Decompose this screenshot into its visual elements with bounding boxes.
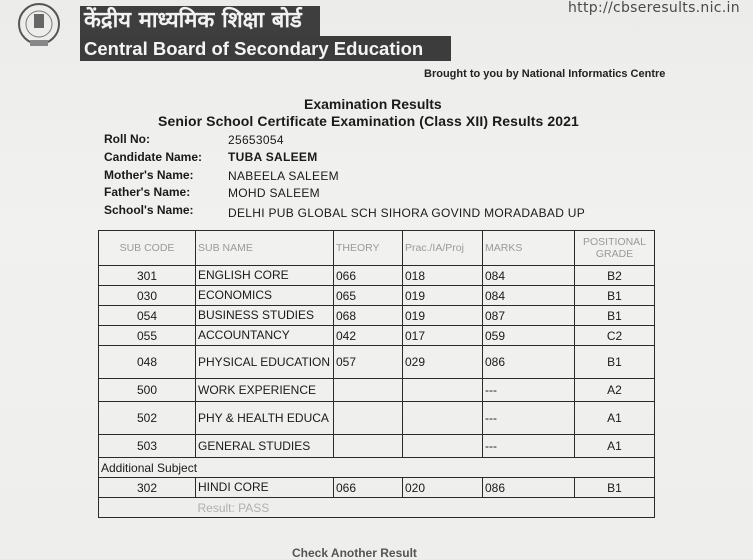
grade: A1	[575, 435, 655, 458]
theory-marks	[334, 402, 403, 435]
sub-name: PHY & HEALTH EDUCA	[196, 402, 334, 435]
roll-label: Roll No:	[104, 132, 150, 146]
theory-marks: 068	[334, 306, 403, 326]
sub-code: 030	[99, 286, 196, 306]
sub-code: 301	[99, 266, 196, 286]
grade: B1	[575, 306, 655, 326]
table-row	[99, 266, 655, 286]
theory-marks: 066	[334, 478, 403, 498]
practical-marks: 017	[403, 326, 483, 346]
mother-name-value: NABEELA SALEEM	[228, 169, 339, 183]
school-name-value: DELHI PUB GLOBAL SCH SIHORA GOVIND MORADABAD UP	[228, 206, 586, 220]
result-spacer	[99, 498, 196, 518]
theory-marks	[334, 435, 403, 458]
header-practical: Prac./IA/Proj	[403, 231, 483, 266]
table-row	[99, 402, 655, 435]
practical-marks	[403, 379, 483, 402]
total-marks: 084	[483, 266, 575, 286]
total-marks: ---	[483, 435, 575, 458]
board-title: Central Board of Secondary Education	[80, 36, 451, 61]
theory-marks: 042	[334, 326, 403, 346]
candidate-name-label: Candidate Name:	[104, 150, 203, 164]
mother-name-label: Mother's Name:	[104, 168, 194, 182]
sub-name: PHYSICAL EDUCATION	[196, 346, 334, 379]
theory-marks: 065	[334, 286, 403, 306]
sub-name: GENERAL STUDIES	[196, 435, 334, 458]
site-url: http://cbseresults.nic.in	[568, 0, 740, 16]
sub-code: 503	[99, 435, 196, 458]
sub-name: WORK EXPERIENCE	[196, 379, 334, 402]
total-marks: 086	[483, 478, 575, 498]
table-row	[99, 306, 655, 326]
theory-marks: 066	[334, 266, 403, 286]
total-marks: 084	[483, 286, 575, 306]
additional-subject-label: Additional Subject	[99, 458, 655, 478]
candidate-name-value: TUBA SALEEM	[228, 150, 318, 164]
father-name-label: Father's Name:	[104, 185, 191, 199]
grade: B2	[575, 266, 655, 286]
theory-marks	[334, 379, 403, 402]
grade: B1	[575, 286, 655, 306]
cbse-emblem-icon	[12, 2, 66, 48]
table-row	[99, 286, 655, 306]
practical-marks: 019	[403, 286, 483, 306]
sub-code: 502	[99, 402, 196, 435]
theory-marks: 057	[334, 346, 403, 379]
result-row	[99, 498, 655, 518]
sub-name: HINDI CORE	[196, 478, 334, 498]
sub-name: ACCOUNTANCY	[196, 326, 334, 346]
exam-title: Examination Results	[304, 96, 442, 112]
result-status: Result: PASS	[196, 498, 655, 518]
table-row	[99, 478, 655, 498]
grade: C2	[575, 326, 655, 346]
practical-marks	[403, 435, 483, 458]
brought-by-text: Brought to you by National Informatics Centre	[424, 68, 666, 80]
practical-marks: 029	[403, 346, 483, 379]
exam-subtitle: Senior School Certificate Examination (Class XII) Results 2021	[158, 113, 579, 129]
practical-marks: 019	[403, 306, 483, 326]
header-marks: MARKS	[483, 231, 575, 266]
marks-table	[98, 230, 655, 518]
sub-name: BUSINESS STUDIES	[196, 306, 334, 326]
table-row	[99, 346, 655, 379]
practical-marks: 018	[403, 266, 483, 286]
practical-marks	[403, 402, 483, 435]
sub-code: 302	[99, 478, 196, 498]
sub-name: ENGLISH CORE	[196, 266, 334, 286]
father-name-value: MOHD SALEEM	[228, 186, 320, 200]
total-marks: ---	[483, 379, 575, 402]
sub-name: ECONOMICS	[196, 286, 334, 306]
grade: A2	[575, 379, 655, 402]
hindi-board-title: केंद्रीय माध्यमिक शिक्षा बोर्ड	[80, 6, 320, 36]
header-sub-name: SUB NAME	[196, 231, 334, 266]
total-marks: 086	[483, 346, 575, 379]
total-marks: 059	[483, 326, 575, 346]
header-grade: POSITIONAL GRADE	[575, 231, 655, 266]
table-header-row	[99, 231, 655, 266]
header-theory: THEORY	[334, 231, 403, 266]
sub-code: 500	[99, 379, 196, 402]
grade: B1	[575, 346, 655, 379]
additional-subject-row	[99, 458, 655, 478]
check-another-result-link[interactable]: Check Another Result	[292, 546, 417, 560]
roll-value: 25653054	[228, 133, 284, 147]
sub-code: 054	[99, 306, 196, 326]
sub-code: 055	[99, 326, 196, 346]
total-marks: ---	[483, 402, 575, 435]
practical-marks: 020	[403, 478, 483, 498]
table-row	[99, 435, 655, 458]
table-row	[99, 379, 655, 402]
header-sub-code: SUB CODE	[99, 231, 196, 266]
school-name-label: School's Name:	[104, 203, 194, 217]
table-row	[99, 326, 655, 346]
grade: B1	[575, 478, 655, 498]
grade: A1	[575, 402, 655, 435]
total-marks: 087	[483, 306, 575, 326]
sub-code: 048	[99, 346, 196, 379]
